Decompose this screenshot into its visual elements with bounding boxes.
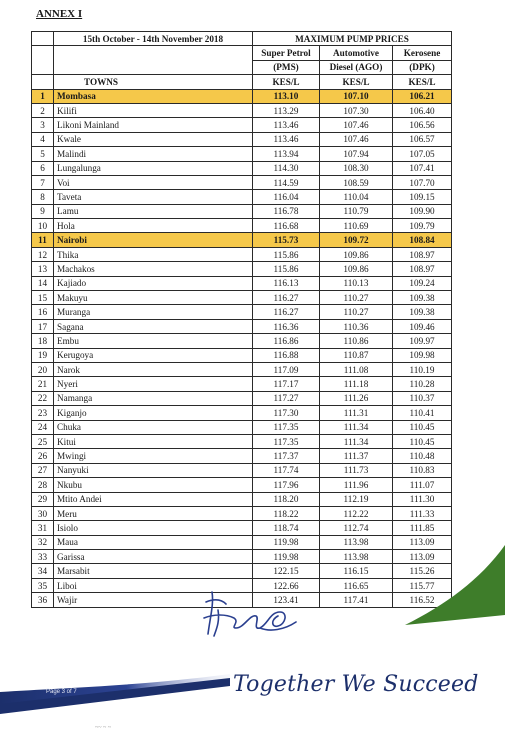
ago-price: 107.46: [320, 118, 393, 132]
dpk-price: 110.28: [393, 377, 452, 391]
ago-price: 108.30: [320, 161, 393, 175]
ago-price: 111.34: [320, 420, 393, 434]
dpk-price: 111.33: [393, 506, 452, 520]
pms-price: 116.78: [253, 204, 320, 218]
row-number: 15: [32, 291, 54, 305]
row-number: 7: [32, 175, 54, 189]
ago-price: 111.31: [320, 406, 393, 420]
ago-price: 108.59: [320, 175, 393, 189]
town-name: Marsabit: [54, 564, 253, 578]
column-subheader-ago: Diesel (AGO): [320, 60, 393, 74]
pms-price: 114.59: [253, 175, 320, 189]
row-number: 24: [32, 420, 54, 434]
table-row: [32, 233, 452, 247]
scan-artifact: ~~ ~ ~: [95, 725, 111, 731]
pms-price: 116.27: [253, 305, 320, 319]
table-row: [32, 319, 452, 333]
max-prices-header: MAXIMUM PUMP PRICES: [253, 32, 452, 46]
pms-price: 116.27: [253, 291, 320, 305]
pms-price: 113.94: [253, 147, 320, 161]
dpk-price: 106.21: [393, 89, 452, 103]
town-name: Machakos: [54, 262, 253, 276]
row-number: 26: [32, 449, 54, 463]
pms-price: 115.73: [253, 233, 320, 247]
towns-header: TOWNS: [54, 75, 253, 89]
column-header-ago: Automotive: [320, 46, 393, 60]
town-name: Meru: [54, 506, 253, 520]
town-name: Nyeri: [54, 377, 253, 391]
town-name: Kerugoya: [54, 348, 253, 362]
dpk-price: 110.19: [393, 362, 452, 376]
pms-price: 118.74: [253, 521, 320, 535]
dpk-price: 109.90: [393, 204, 452, 218]
dpk-price: 110.83: [393, 463, 452, 477]
ago-price: 117.41: [320, 593, 393, 607]
column-header-dpk: Kerosene: [393, 46, 452, 60]
row-number: 6: [32, 161, 54, 175]
unit-ago: KES/L: [320, 75, 393, 89]
row-number: 9: [32, 204, 54, 218]
ago-price: 109.72: [320, 233, 393, 247]
table-row: [32, 276, 452, 290]
table-row: [32, 305, 452, 319]
pms-price: 116.86: [253, 334, 320, 348]
table-row: [32, 247, 452, 261]
row-number: 14: [32, 276, 54, 290]
table-row: [32, 219, 452, 233]
dpk-price: 115.77: [393, 578, 452, 592]
table-row: [32, 204, 452, 218]
table-row: [32, 478, 452, 492]
dpk-price: 111.30: [393, 492, 452, 506]
row-number: 25: [32, 434, 54, 448]
pms-price: 117.17: [253, 377, 320, 391]
table-row: [32, 118, 452, 132]
table-row: [32, 334, 452, 348]
town-name: Sagana: [54, 319, 253, 333]
pms-price: 116.13: [253, 276, 320, 290]
dpk-price: 111.85: [393, 521, 452, 535]
row-number: 17: [32, 319, 54, 333]
pms-price: 123.41: [253, 593, 320, 607]
dpk-price: 109.38: [393, 305, 452, 319]
pms-price: 122.15: [253, 564, 320, 578]
dpk-price: 106.40: [393, 103, 452, 117]
dpk-price: 113.09: [393, 550, 452, 564]
dpk-price: 115.26: [393, 564, 452, 578]
row-number: 23: [32, 406, 54, 420]
row-number: 28: [32, 478, 54, 492]
ago-price: 107.10: [320, 89, 393, 103]
ago-price: 113.98: [320, 535, 393, 549]
town-name: Embu: [54, 334, 253, 348]
ago-price: 111.37: [320, 449, 393, 463]
dpk-price: 110.45: [393, 420, 452, 434]
table-row: [32, 564, 452, 578]
pms-price: 114.30: [253, 161, 320, 175]
ago-price: 116.65: [320, 578, 393, 592]
pms-price: 117.74: [253, 463, 320, 477]
table-row: [32, 89, 452, 103]
ago-price: 107.30: [320, 103, 393, 117]
pms-price: 113.10: [253, 89, 320, 103]
town-name: Mtito Andei: [54, 492, 253, 506]
table-row: [32, 103, 452, 117]
header-blank-town-cell: [54, 46, 253, 75]
dpk-price: 116.52: [393, 593, 452, 607]
dpk-price: 111.07: [393, 478, 452, 492]
dpk-price: 107.70: [393, 175, 452, 189]
row-number: 27: [32, 463, 54, 477]
table-row: [32, 175, 452, 189]
dpk-price: 108.84: [393, 233, 452, 247]
table-row: [32, 132, 452, 146]
ago-price: 110.13: [320, 276, 393, 290]
ago-price: 111.18: [320, 377, 393, 391]
town-name: Mombasa: [54, 89, 253, 103]
town-name: Taveta: [54, 190, 253, 204]
row-number: 19: [32, 348, 54, 362]
dpk-price: 107.41: [393, 161, 452, 175]
annex-title: ANNEX I: [36, 8, 83, 20]
table-row: [32, 506, 452, 520]
ago-price: 107.94: [320, 147, 393, 161]
table-row: [32, 434, 452, 448]
town-name: Kwale: [54, 132, 253, 146]
ago-price: 113.98: [320, 550, 393, 564]
town-name: Voi: [54, 175, 253, 189]
dpk-price: 110.41: [393, 406, 452, 420]
pms-price: 117.30: [253, 406, 320, 420]
pms-price: 117.09: [253, 362, 320, 376]
pms-price: 119.98: [253, 550, 320, 564]
row-number: 36: [32, 593, 54, 607]
pms-price: 119.98: [253, 535, 320, 549]
pms-price: 116.04: [253, 190, 320, 204]
table-row: [32, 521, 452, 535]
town-name: Kajiado: [54, 276, 253, 290]
ago-price: 110.79: [320, 204, 393, 218]
row-number: 22: [32, 391, 54, 405]
town-name: Kilifi: [54, 103, 253, 117]
table-row: [32, 391, 452, 405]
pms-price: 117.37: [253, 449, 320, 463]
town-name: Likoni Mainland: [54, 118, 253, 132]
row-number: 8: [32, 190, 54, 204]
town-name: Lamu: [54, 204, 253, 218]
dpk-price: 109.79: [393, 219, 452, 233]
row-number: 20: [32, 362, 54, 376]
row-number: 35: [32, 578, 54, 592]
dpk-price: 109.46: [393, 319, 452, 333]
row-number: 33: [32, 550, 54, 564]
dpk-price: 106.56: [393, 118, 452, 132]
ago-price: 111.08: [320, 362, 393, 376]
row-number: 12: [32, 247, 54, 261]
column-subheader-pms: (PMS): [253, 60, 320, 74]
pms-price: 116.88: [253, 348, 320, 362]
town-name: Nanyuki: [54, 463, 253, 477]
table-row: [32, 463, 452, 477]
pms-price: 115.86: [253, 262, 320, 276]
table-row: [32, 262, 452, 276]
ago-price: 110.87: [320, 348, 393, 362]
row-number: 30: [32, 506, 54, 520]
ago-price: 116.15: [320, 564, 393, 578]
ago-price: 112.74: [320, 521, 393, 535]
dpk-price: 109.24: [393, 276, 452, 290]
pms-price: 118.22: [253, 506, 320, 520]
dpk-price: 108.97: [393, 262, 452, 276]
table-body: [32, 89, 452, 607]
column-subheader-dpk: (DPK): [393, 60, 452, 74]
town-name: Kitui: [54, 434, 253, 448]
table-row: [32, 550, 452, 564]
unit-pms: KES/L: [253, 75, 320, 89]
signature-graphic: [200, 588, 310, 640]
pms-price: 113.46: [253, 118, 320, 132]
row-number: 2: [32, 103, 54, 117]
row-number: 1: [32, 89, 54, 103]
town-name: Thika: [54, 247, 253, 261]
pms-price: 122.66: [253, 578, 320, 592]
row-number: 16: [32, 305, 54, 319]
ago-price: 110.27: [320, 305, 393, 319]
pms-price: 117.35: [253, 420, 320, 434]
town-name: Mwingi: [54, 449, 253, 463]
row-number: 4: [32, 132, 54, 146]
pms-price: 115.86: [253, 247, 320, 261]
pms-price: 113.46: [253, 132, 320, 146]
pms-price: 113.29: [253, 103, 320, 117]
row-number: 34: [32, 564, 54, 578]
row-number: 32: [32, 535, 54, 549]
town-name: Hola: [54, 219, 253, 233]
town-name: Muranga: [54, 305, 253, 319]
dpk-price: 106.57: [393, 132, 452, 146]
header-corner-cell: [32, 32, 54, 46]
table-row: [32, 535, 452, 549]
town-name: Narok: [54, 362, 253, 376]
table-row: [32, 190, 452, 204]
table-row: [32, 449, 452, 463]
dpk-price: 108.97: [393, 247, 452, 261]
towns-number-blank: [32, 75, 54, 89]
pms-price: 116.68: [253, 219, 320, 233]
dpk-price: 110.37: [393, 391, 452, 405]
town-name: Maua: [54, 535, 253, 549]
town-name: Malindi: [54, 147, 253, 161]
ago-price: 111.73: [320, 463, 393, 477]
row-number: 21: [32, 377, 54, 391]
row-number: 31: [32, 521, 54, 535]
row-number: 13: [32, 262, 54, 276]
table-row: [32, 147, 452, 161]
dpk-price: 109.38: [393, 291, 452, 305]
table-row: [32, 406, 452, 420]
ago-price: 110.36: [320, 319, 393, 333]
town-name: Isiolo: [54, 521, 253, 535]
ago-price: 107.46: [320, 132, 393, 146]
ago-price: 111.26: [320, 391, 393, 405]
ago-price: 110.69: [320, 219, 393, 233]
town-name: Namanga: [54, 391, 253, 405]
row-number: 5: [32, 147, 54, 161]
table-row: [32, 348, 452, 362]
town-name: Liboi: [54, 578, 253, 592]
pump-prices-table-container: [31, 31, 451, 608]
table-row: [32, 377, 452, 391]
row-number: 10: [32, 219, 54, 233]
town-name: Makuyu: [54, 291, 253, 305]
pms-price: 117.27: [253, 391, 320, 405]
row-number: 18: [32, 334, 54, 348]
table-row: [32, 362, 452, 376]
ago-price: 109.86: [320, 262, 393, 276]
table-row: [32, 492, 452, 506]
page-number: Page 3 of 7: [46, 689, 77, 695]
ago-price: 110.86: [320, 334, 393, 348]
ago-price: 111.34: [320, 434, 393, 448]
ago-price: 110.04: [320, 190, 393, 204]
table-row: [32, 420, 452, 434]
period-header: 15th October - 14th November 2018: [54, 32, 253, 46]
ago-price: 109.86: [320, 247, 393, 261]
green-corner-decoration: [395, 545, 505, 625]
row-number: 3: [32, 118, 54, 132]
row-number: 29: [32, 492, 54, 506]
unit-dpk: KES/L: [393, 75, 452, 89]
dpk-price: 110.48: [393, 449, 452, 463]
pms-price: 117.96: [253, 478, 320, 492]
pms-price: 117.35: [253, 434, 320, 448]
town-name: Wajir: [54, 593, 253, 607]
dpk-price: 107.05: [393, 147, 452, 161]
town-name: Chuka: [54, 420, 253, 434]
pump-prices-table: [31, 31, 452, 608]
town-name: Nairobi: [54, 233, 253, 247]
table-row: [32, 161, 452, 175]
slogan: Together We Succeed: [233, 672, 479, 697]
dpk-price: 109.15: [393, 190, 452, 204]
dpk-price: 109.97: [393, 334, 452, 348]
town-name: Kiganjo: [54, 406, 253, 420]
ago-price: 112.22: [320, 506, 393, 520]
pms-price: 118.20: [253, 492, 320, 506]
town-name: Lungalunga: [54, 161, 253, 175]
column-header-pms: Super Petrol: [253, 46, 320, 60]
header-blank-cell: [32, 46, 54, 75]
pms-price: 116.36: [253, 319, 320, 333]
dpk-price: 109.98: [393, 348, 452, 362]
ago-price: 110.27: [320, 291, 393, 305]
row-number: 11: [32, 233, 54, 247]
dpk-price: 113.09: [393, 535, 452, 549]
table-row: [32, 291, 452, 305]
ago-price: 111.96: [320, 478, 393, 492]
dpk-price: 110.45: [393, 434, 452, 448]
town-name: Garissa: [54, 550, 253, 564]
town-name: Nkubu: [54, 478, 253, 492]
ago-price: 112.19: [320, 492, 393, 506]
